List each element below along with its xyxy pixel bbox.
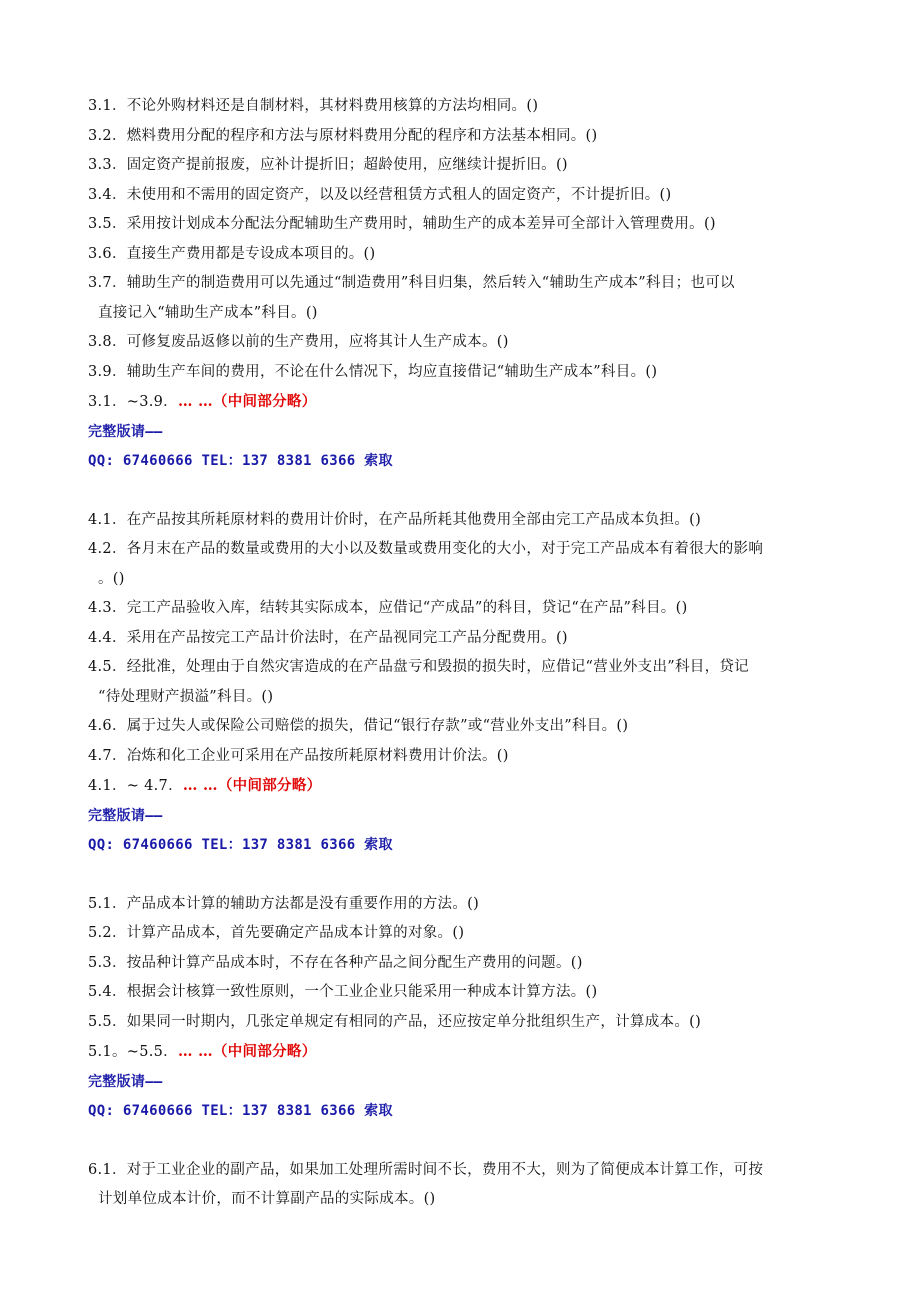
question-5-5: 5.5．如果同一时期内，几张定单规定有相同的产品，还应按定单分批组织生产，计算成本。() xyxy=(88,1013,702,1030)
full-version-note: 完整版请—— xyxy=(88,807,163,824)
question-6-1-line1: 6.1．对于工业企业的副产品，如果加工处理所需时间不长，费用不大，则为了简便成本计算工作，可按 xyxy=(88,1161,764,1178)
omitted-note: … …（中间部分略） xyxy=(182,777,322,794)
question-5-1: 5.1．产品成本计算的辅助方法都是没有重要作用的方法。() xyxy=(88,895,480,912)
question-4-5-line2: “待处理财产损溢”科目。() xyxy=(98,688,274,705)
document-content xyxy=(88,92,833,1215)
omitted-range-3 xyxy=(88,387,833,418)
question-4-6: 4.6．属于过失人或保险公司赔偿的损失，借记“银行存款”或“营业外支出”科目。() xyxy=(88,718,629,734)
section-gap xyxy=(88,1127,833,1156)
question-3-2: 3.2．燃料费用分配的程序和方法与原材料费用分配的程序和方法基本相同。() xyxy=(88,127,598,144)
question-4-3: 4.3．完工产品验收入库，结转其实际成本，应借记“产成品”的科目，贷记“在产品”科目。() xyxy=(88,600,688,616)
omitted-note: … …（中间部分略） xyxy=(177,393,317,410)
question-3-1: 3.1．不论外购材料还是自制材料，其材料费用核算的方法均相同。() xyxy=(88,98,539,114)
question-4-2-line1: 4.2．各月末在产品的数量或费用的大小以及数量或费用变化的大小，对于完工产品成本有着很大的影响 xyxy=(88,541,764,557)
omitted-range-4 xyxy=(88,771,833,802)
question-5-2: 5.2．计算产品成本，首先要确定产品成本计算的对象。() xyxy=(88,925,465,941)
range-label: 5.1。~5.5． xyxy=(88,1044,178,1060)
question-3-5: 3.5．采用按计划成本分配法分配辅助生产费用时，辅助生产的成本差异可全部计入管理费用。() xyxy=(88,216,716,232)
contact-info: QQ: 67460666 TEL：137 8381 6366 索取 xyxy=(88,1103,393,1119)
full-version-note: 完整版请—— xyxy=(88,1073,163,1090)
question-5-3: 5.3．按品种计算产品成本时，不存在各种产品之间分配生产费用的问题。() xyxy=(88,954,583,971)
range-label: 3.1．~3.9． xyxy=(88,394,178,410)
question-3-6: 3.6．直接生产费用都是专设成本项目的。() xyxy=(88,245,376,262)
omitted-range-5 xyxy=(88,1037,833,1068)
question-5-4: 5.4．根据会计核算一致性原则，一个工业企业只能采用一种成本计算方法。() xyxy=(88,984,598,1000)
question-3-7-line2: 直接记入“辅助生产成本”科目。() xyxy=(98,304,318,321)
contact-info: QQ: 67460666 TEL：137 8381 6366 索取 xyxy=(88,837,393,853)
question-3-9: 3.9．辅助生产车间的费用，不论在什么情况下，均应直接借记“辅助生产成本”科目。() xyxy=(88,363,658,380)
question-4-2-line2: 。() xyxy=(98,570,125,587)
full-version-note: 完整版请—— xyxy=(88,423,163,440)
section-gap xyxy=(88,477,833,506)
question-4-4: 4.4．采用在产品按完工产品计价法时，在产品视同完工产品分配费用。() xyxy=(88,629,568,646)
question-3-8: 3.8．可修复废品返修以前的生产费用，应将其计人生产成本。() xyxy=(88,334,509,350)
question-3-3: 3.3．固定资产提前报废，应补计提折旧；超龄使用，应继续计提折旧。() xyxy=(88,157,568,173)
question-4-7: 4.7．冶炼和化工企业可采用在产品按所耗原材料费用计价法。() xyxy=(88,747,509,764)
question-3-7-line1: 3.7．辅助生产的制造费用可以先通过“制造费用”科目归集，然后转入“辅助生产成本”科目；也可以 xyxy=(88,275,735,291)
omitted-note: … …（中间部分略） xyxy=(177,1043,317,1060)
question-3-4: 3.4．未使用和不需用的固定资产，以及以经营租赁方式租人的固定资产，不计提折旧。() xyxy=(88,186,672,203)
question-4-5-line1: 4.5．经批准，处理由于自然灾害造成的在产品盘亏和毁损的损失时，应借记“营业外支出”科目，贷记 xyxy=(88,659,749,675)
question-6-1-line2: 计划单位成本计价，而不计算副产品的实际成本。() xyxy=(98,1191,436,1207)
section-gap xyxy=(88,861,833,890)
question-4-1: 4.1．在产品按其所耗原材料的费用计价时，在产品所耗其他费用全部由完工产品成本负担。() xyxy=(88,511,702,528)
contact-info: QQ: 67460666 TEL：137 8381 6366 索取 xyxy=(88,453,393,469)
range-label: 4.1．~ 4.7． xyxy=(88,778,183,794)
